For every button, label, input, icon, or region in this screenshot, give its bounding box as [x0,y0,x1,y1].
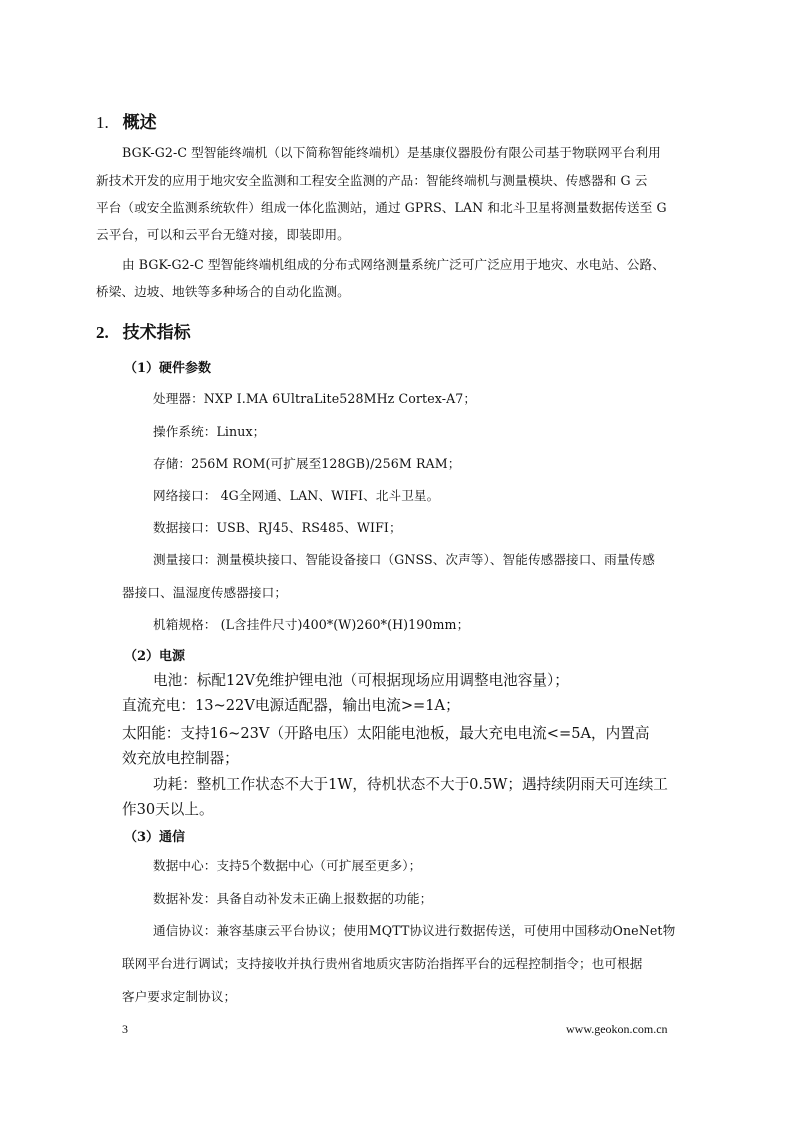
hardware-item-processor: 处理器：NXP I.MA 6UltraLite528MHz Cortex-A7； [153,391,477,406]
power-heading: （2）电源 [124,649,186,664]
power-consumption: 功耗：整机工作状态不大于1W，待机状态不大于0.5W；遇持续阴雨天可连续工 [153,776,668,793]
section-2-title: 技术指标 [122,323,191,343]
hardware-item-data-interface: 数据接口：USB、RJ45、RS485、WIFI； [153,520,402,535]
comm-protocol-cont-1: 联网平台进行调试；支持接收并执行贵州省地质灾害防治指挥平台的远程控制指令；也可根据 [122,956,643,971]
hardware-item-network: 网络接口： 4G全网通、LAN、WIFI、北斗卫星。 [153,488,440,503]
hardware-item-measure-interface-cont: 器接口、温湿度传感器接口； [122,585,288,600]
hardware-heading: （1）硬件参数 [124,361,212,376]
comm-heading: （3）通信 [124,830,186,845]
section-2-number: 2. [96,323,109,342]
section-2-heading [96,318,191,343]
hardware-item-storage: 存储：256M ROM(可扩展至128GB)/256M RAM； [153,456,461,471]
section-1-para1-line-3: 平台（或安全监测系统软件）组成一体化监测站，通过 GPRS、LAN 和北斗卫星将测量数据传送至 G [96,200,667,215]
hardware-item-measure-interface: 测量接口：测量模块接口、智能设备接口（GNSS、次声等）、智能传感器接口、雨量传感 [153,552,655,567]
section-1-title: 概述 [122,113,157,133]
power-consumption-cont: 作30天以上。 [122,801,214,818]
section-1-para1-line-2: 新技术开发的应用于地灾安全监测和工程安全监测的产品：智能终端机与测量模块、传感器和 G 云 [96,173,648,188]
comm-protocol-cont-2: 客户要求定制协议； [122,989,237,1004]
section-1-para1-line-1: BGK-G2-C 型智能终端机（以下简称智能终端机）是基康仪器股份有限公司基于物联网平台利用 [122,145,661,160]
section-1-heading [96,108,157,133]
footer-website: www.geokon.com.cn [566,1022,668,1036]
section-1-para1-line-4: 云平台，可以和云平台无缝对接，即装即用。 [96,227,350,242]
section-1-para2-line-1: 由 BGK-G2-C 型智能终端机组成的分布式网络测量系统广泛可广泛应用于地灾、水电站、公路、 [122,257,665,272]
comm-protocol: 通信协议：兼容基康云平台协议；使用MQTT协议进行数据传送，可使用中国移动OneNet物 [153,923,676,938]
page-number: 3 [122,1022,128,1036]
power-solar-cont: 效充放电控制器； [122,750,239,767]
comm-data-resend: 数据补发：具备自动补发未正确上报数据的功能； [153,891,433,906]
power-solar: 太阳能：支持16~23V（开路电压）太阳能电池板，最大充电电流<=5A，内置高 [122,725,650,742]
section-1-para2-line-2: 桥梁、边坡、地铁等多种场合的自动化监测。 [96,284,350,299]
power-dc-charge: 直流充电：13~22V电源适配器，输出电流>=1A； [122,697,460,714]
hardware-item-os: 操作系统：Linux； [153,424,266,439]
hardware-item-chassis: 机箱规格： (L含挂件尺寸)400*(W)260*(H)190mm； [153,617,470,632]
section-1-number: 1. [96,113,109,132]
comm-data-center: 数据中心：支持5个数据中心（可扩展至更多）； [153,858,422,873]
power-battery: 电池：标配12V免维护锂电池（可根据现场应用调整电池容量）； [153,672,569,689]
